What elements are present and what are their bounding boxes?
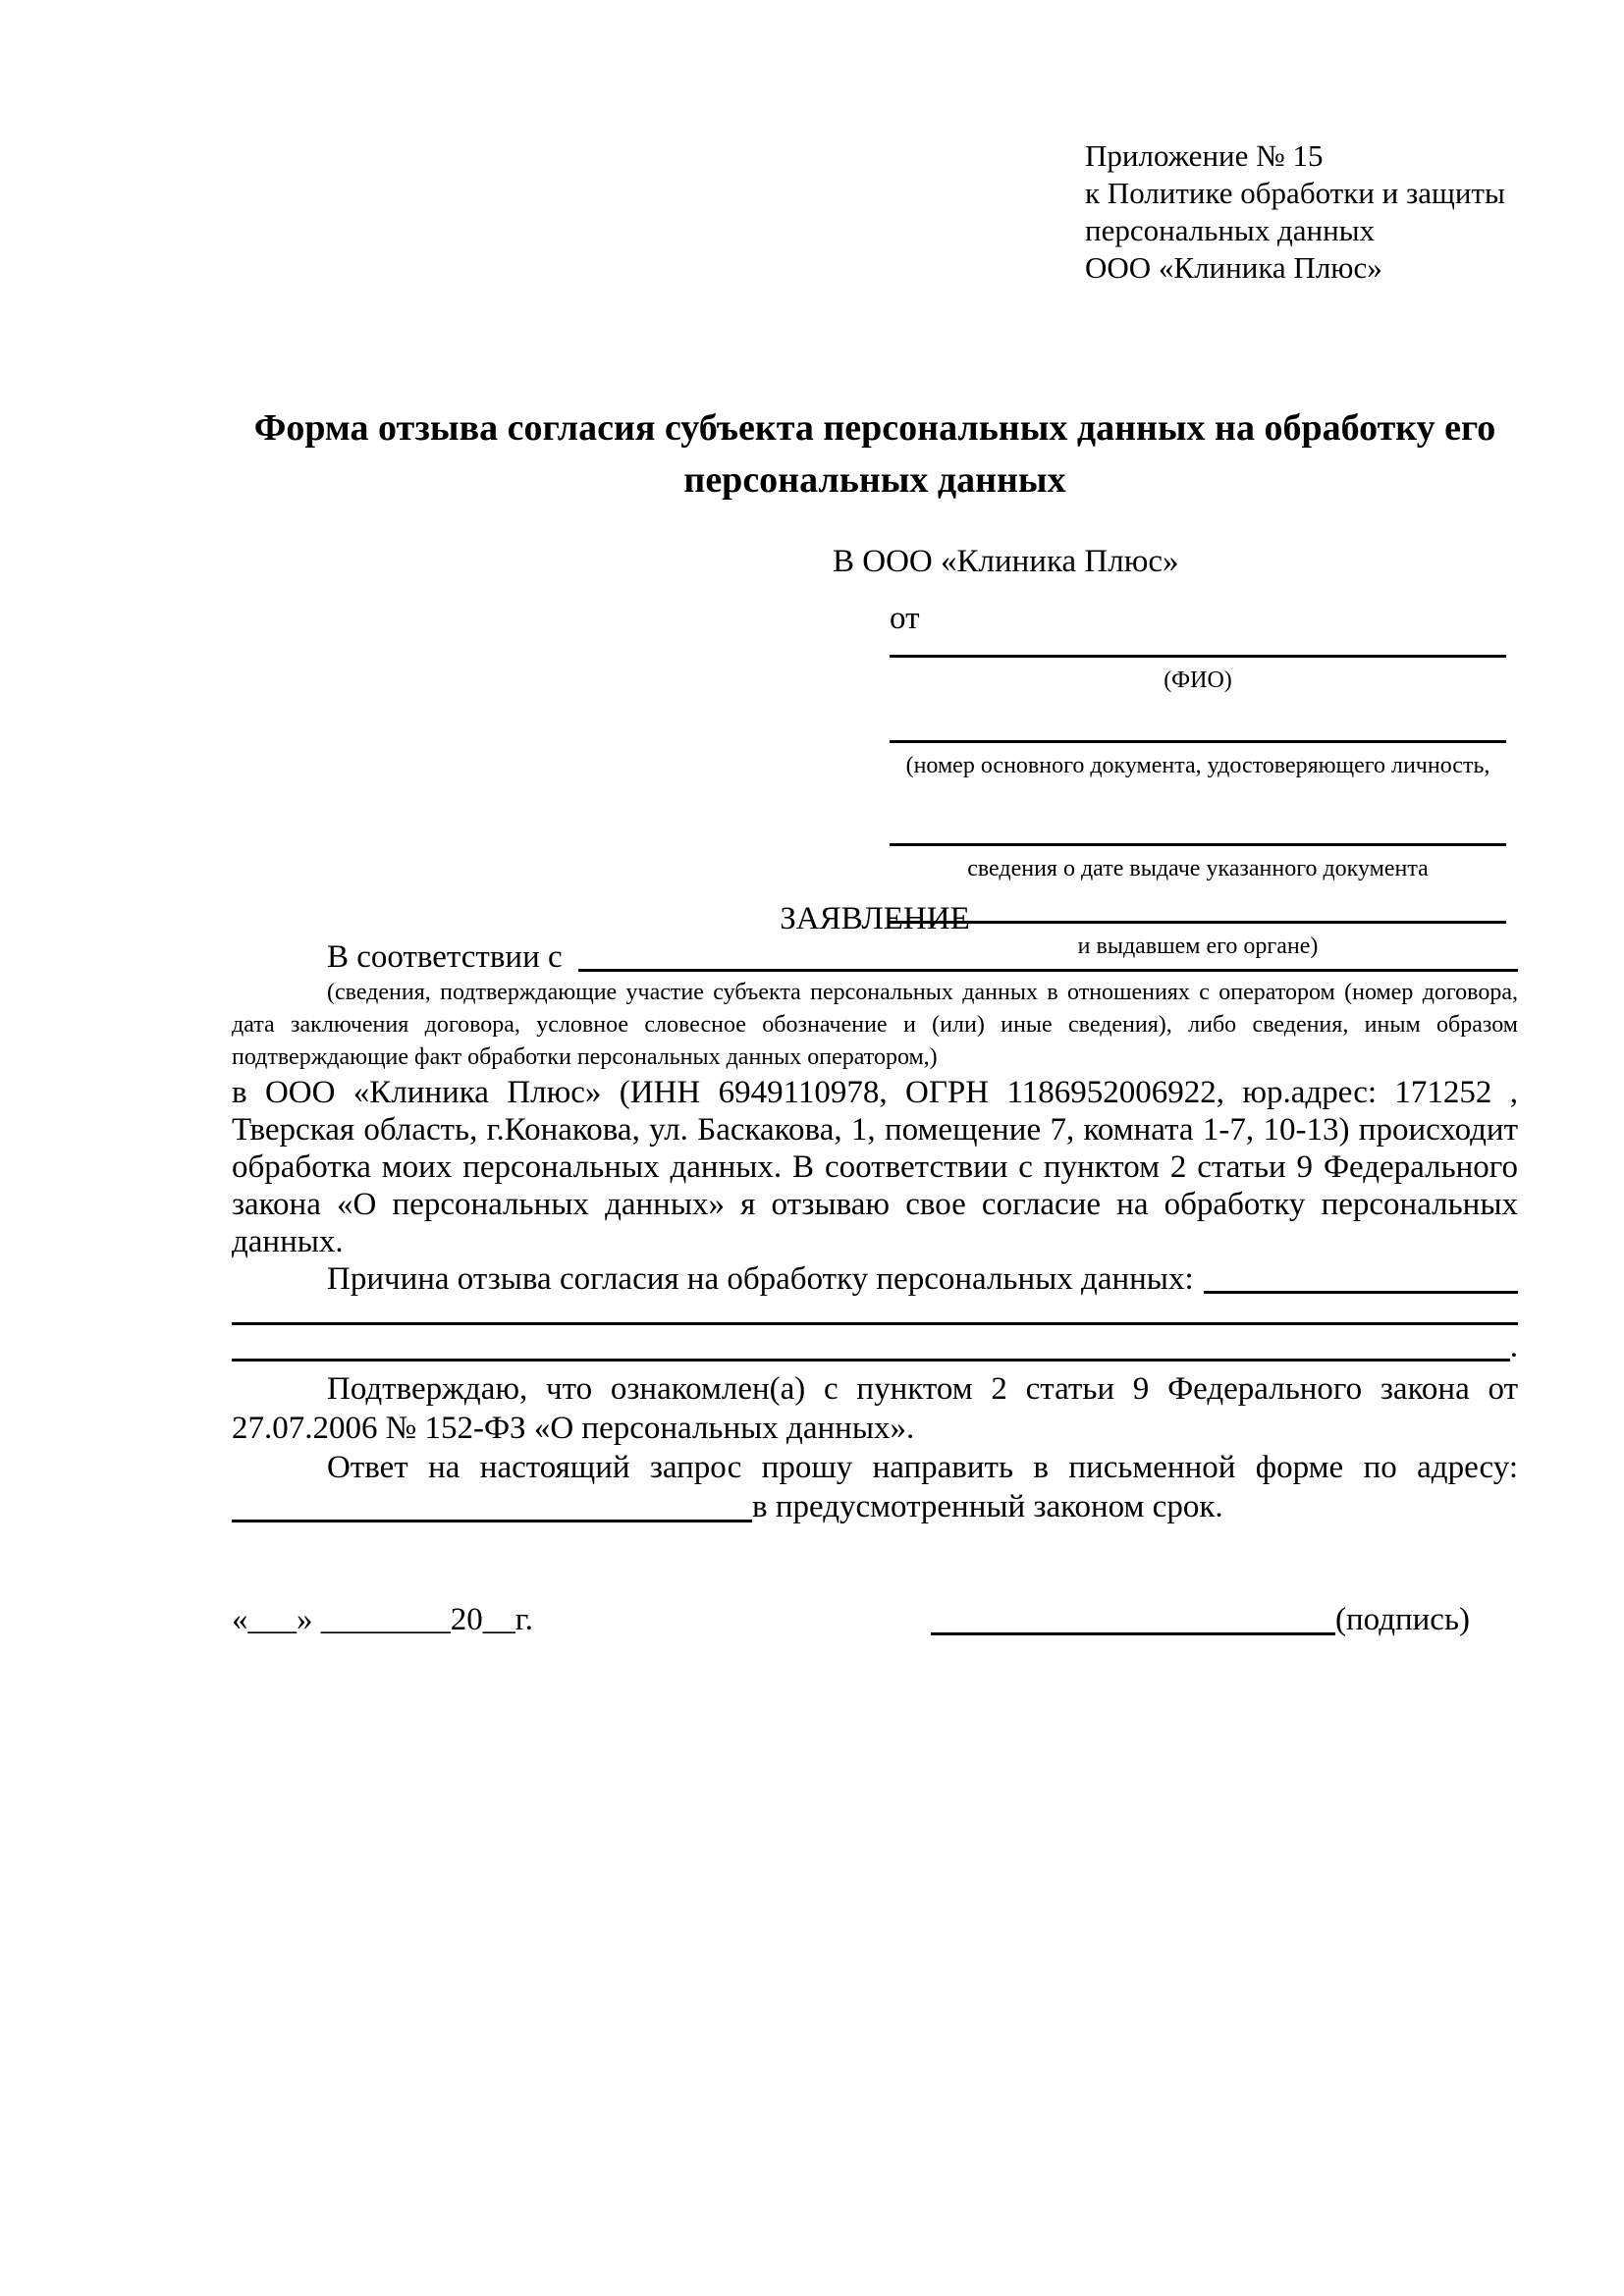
response-suffix: в предусмотренный законом срок.: [752, 1489, 1223, 1524]
fio-caption: (ФИО): [1164, 667, 1232, 693]
document-number-field: [890, 740, 1518, 780]
statement-heading: ЗАЯВЛЕНИЕ: [780, 901, 970, 936]
response-paragraph: Ответ на настоящий запрос прошу направить в письменной форме по адресу:: [327, 1450, 1518, 1485]
addressee-block: [833, 542, 1518, 961]
document-number-input-line[interactable]: [890, 740, 1506, 743]
document-title: Форма отзыва согласия субъекта персональных данных на обработку его персональных данных: [253, 407, 1496, 501]
appendix-header-line-3: персональных данных: [1085, 213, 1376, 247]
signature-group: [931, 1600, 1518, 1639]
signature-input-line[interactable]: [931, 1632, 1335, 1635]
address-input-line[interactable]: [232, 1520, 752, 1522]
addressee-from-label: от: [890, 601, 920, 636]
explanatory-note: (сведения, подтверждающие участие субъекта персональных данных в отношениях с оператором (номер договора, дата заключения договора, условное словесное обозначение и (или) иные сведения), либо сведения, иным образом подтверждающие факт обработки персональных данных оператором,): [232, 980, 1518, 1070]
appendix-header-line-4: ООО «Клиника Плюс»: [1085, 250, 1382, 285]
reason-input-line-2[interactable]: [232, 1299, 1518, 1325]
reason-input-line-3-row: [232, 1325, 1518, 1362]
signature-caption: (подпись): [1335, 1602, 1470, 1637]
confirmation-paragraph: Подтверждаю, что ознакомлен(а) с пунктом 2 статьи 9 Федерального закона от 27.07.2006 № 152-ФЗ «О персональных данных».: [232, 1371, 1518, 1446]
reason-input-line-3[interactable]: [232, 1359, 1510, 1362]
statement-body: [232, 937, 1518, 1526]
reason-line: [232, 1260, 1518, 1299]
issue-date-field: [890, 843, 1518, 883]
fio-field: [890, 655, 1518, 695]
main-paragraph: в ООО «Клиника Плюс» (ИНН 6949110978, ОГРН 1186952006922, юр.адрес: 171252 , Тверская область, г.Конакова, ул. Баскакова, 1, помещение 7, комната 1-7, 10-13) происходит обработка моих персональных данных. В соответствии с пунктом 2 статьи 9 Федерального закона «О персональных данных» я отзываю свое согласие на обработку персональных данных.: [232, 1075, 1518, 1259]
issuing-authority-caption: и выдавшем его органе): [1077, 934, 1319, 959]
issue-date-caption: сведения о дате выдаче указанного документа: [967, 856, 1429, 881]
document-number-caption: (номер основного документа, удостоверяющего личность,: [905, 753, 1490, 778]
reason-input-line-1[interactable]: [1204, 1291, 1518, 1294]
appendix-header-line-2: к Политике обработки и защиты: [1085, 176, 1505, 210]
reason-label: Причина отзыва согласия на обработку персональных данных:: [327, 1261, 1194, 1297]
accordance-input-line[interactable]: [578, 969, 1518, 972]
accordance-prefix: В соответствии с: [327, 939, 563, 975]
date-signature-row: [232, 1600, 1518, 1639]
accordance-line: [232, 937, 1518, 977]
fio-input-line[interactable]: [890, 655, 1506, 658]
appendix-header: [1085, 137, 1505, 287]
issue-date-input-line[interactable]: [890, 843, 1506, 846]
addressee-organization: В ООО «Клиника Плюс»: [833, 544, 1179, 579]
date-line: «___» ________20__г.: [232, 1602, 533, 1637]
appendix-header-line-1: Приложение № 15: [1085, 138, 1324, 173]
blank-line-period: .: [1509, 1329, 1518, 1364]
address-line: [232, 1487, 1518, 1526]
